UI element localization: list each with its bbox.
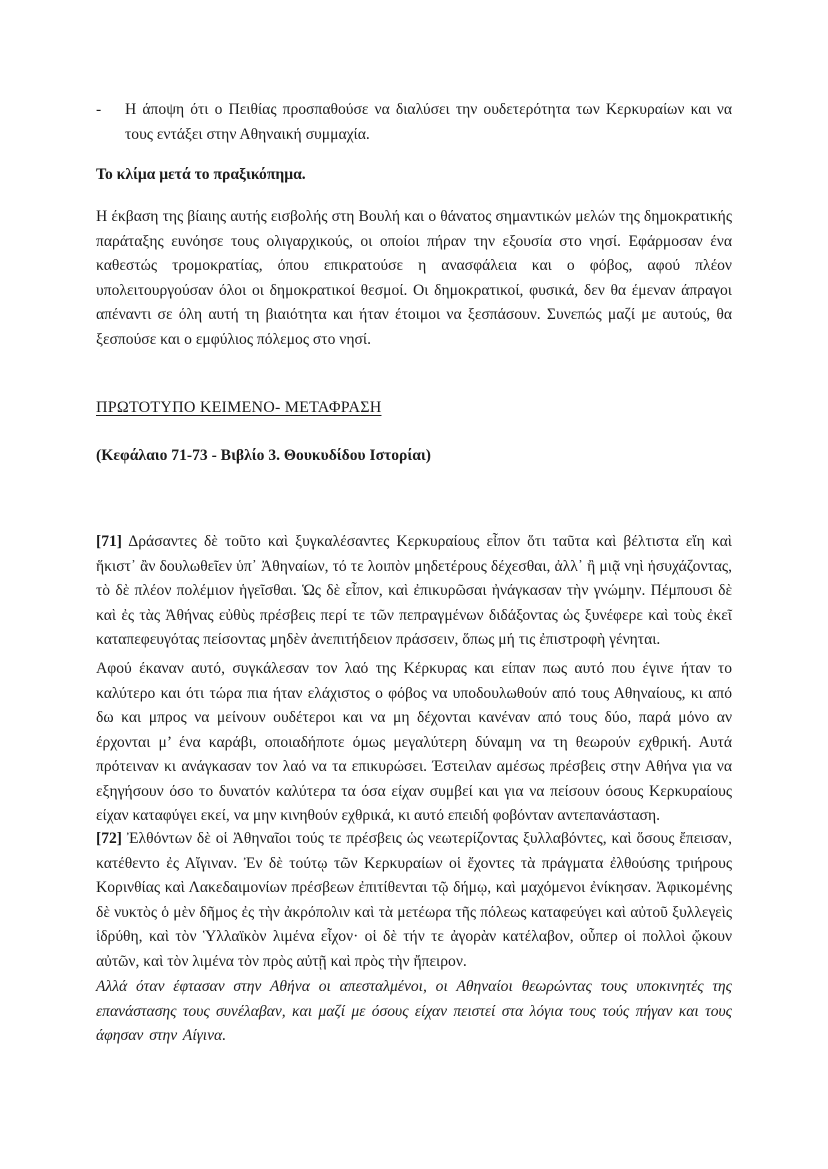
paragraph-72-translation: Αλλά όταν έφτασαν στην Αθήνα οι απεσταλμένοι, οι Αθηναίοι θεωρώντας τους υποκινητές της επανάστασης τους συνέλαβαν, και μαζί με όσους είχαν πειστεί στα λόγια τους τούς πήγαν και τους άφησαν στην Αίγινα. [96,978,732,1044]
aftermath-heading: Το κλίμα μετά το πραξικόπημα. [96,166,306,183]
paragraph-71-translation: Αφού έκαναν αυτό, συγκάλεσαν τον λαό της Κέρκυρας και είπαν πως αυτό που έγινε ήταν το καλύτερο και ότι τώρα πια ήταν ελάχιστος ο φόβος να υποδουλωθούν από τους Αθηναίους, κι από δω και μπρος να μείνουν ουδέτεροι και να μη δέχονται κανέναν από τους δύο, παρά μόνο αν έρχονται μ’ ένα καράβι, οποιαδήποτε όμως μεγαλύτερη δύναμη να τη θεωρούν εχθρική. Αυτά πρότειναν κι ανάγκασαν τον λαό να τα επικυρώσει. Έστειλαν αμέσως πρέσβεις στην Αθήνα για να εξηγήσουν όσο το δυνατόν καλύτερα τα όσα είχαν συμβεί και για να πείσουν όσους Κερκυραίους είχαν καταφύγει εκεί, να μην κινηθούν εχθρικά, κι αυτό επειδή φοβόνταν αντεπανάσταση. [96,660,732,824]
bullet-dash: - [96,101,102,118]
bullet-item [96,98,732,147]
aftermath-paragraph: Η έκβαση της βίαιης αυτής εισβολής στη Βουλή και ο θάνατος σημαντικών μελών της δημοκρατικής παράταξης ευνόησε τους ολιγαρχικούς, οι οποίοι πήραν την εξουσία στο νησί. Εφάρμοσαν ένα καθεστώς τρομοκρατίας, όπου επικρατούσε η ανασφάλεια και ο φόβος, αφού πλέον υπολειτουργούσαν όλοι οι δημοκρατικοί θεσμοί. Οι δημοκρατικοί, φυσικά, δεν θα έμεναν άπραγοι απέναντι σε όλη αυτή τη βιαιότητα και ήταν έτοιμοι να ξεσπάσουν. Συνεπώς μαζί με αυτούς, θα ξεσπούσε και ο εμφύλιος πόλεμος στο νησί. [96,208,732,348]
paragraph-71-original [96,530,732,653]
paragraph-71-text: Δράσαντες δὲ τοῦτο καὶ ξυγκαλέσαντες Κερκυραίους εἶπον ὅτι ταῦτα καὶ βέλτιστα εἴη καὶ ἥκιστ᾽ ἂν δουλωθεῖεν ὑπ᾽ Ἀθηναίων, τό τε λοιπὸν μηδετέρους δέχεσθαι, ἀλλ᾽ ἢ μιᾷ νηὶ ἡσυχάζοντας, τὸ δὲ πλέον πολέμιον ἡγεῖσθαι. Ὡς δὲ εἶπον, καὶ ἐπικυρῶσαι ἠνάγκασαν τὴν γνώμην. Πέμπουσι δὲ καὶ ἐς τὰς Ἀθήνας εὐθὺς πρέσβεις περί τε τῶν πεπραγμένων διδάξοντας ὡς ξυνέφερε καὶ τοὺς ἐκεῖ καταπεφευγότας πείσοντας μηδὲν ἀνεπιτήδειον πράσσειν, ὅπως μή τις ἐπιστροφὴ γένηται. [96,533,732,648]
chapter-reference-heading: (Κεφάλαιο 71-73 - Βιβλίο 3. Θουκυδίδου Ιστορίαι) [96,447,431,464]
paragraph-72-text: Ἐλθόντων δὲ οἱ Ἀθηναῖοι τούς τε πρέσβεις ὡς νεωτερίζοντας ξυλλαβόντες, καὶ ὅσους ἔπεισαν, κατέθεντο ἐς Αἴγιναν. Ἐν δὲ τούτῳ τῶν Κερκυραίων οἱ ἔχοντες τὰ πράγματα ἐλθούσης τριήρους Κορινθίας καὶ Λακεδαιμονίων πρέσβεων ἐπιτίθενται τῷ δήμῳ, καὶ μαχόμενοι ἐνίκησαν. Ἀφικομένης δὲ νυκτὸς ὁ μὲν δῆμος ἐς τὴν ἀκρόπολιν καὶ τὰ μετέωρα τῆς πόλεως καταφεύγει καὶ αὐτοῦ ξυλλεγεὶς ἱδρύθη, καὶ τὸν Ὑλλαϊκὸν λιμένα εἶχον· οἱ δὲ τήν τε ἀγορὰν κατέλαβον, οὗπερ οἱ πολλοὶ ᾤκουν αὐτῶν, καὶ τὸν λιμένα τὸν πρὸς αὐτῇ καὶ πρὸς τὴν ἤπειρον. [96,830,732,970]
bullet-item-text: Η άποψη ότι ο Πειθίας προσπαθούσε να διαλύσει την ουδετερότητα των Κερκυραίων και να τους εντάξει στην Αθηναική συμμαχία. [125,101,732,143]
section-heading-original-text-translation: ΠΡΩΤΟΤΥΠΟ ΚΕΙΜΕΝΟ- ΜΕΤΑΦΡΑΣΗ [96,399,382,416]
paragraph-72-label: [72] [96,830,122,847]
paragraph-71-label: [71] [96,533,122,550]
paragraph-72-original [96,827,732,974]
